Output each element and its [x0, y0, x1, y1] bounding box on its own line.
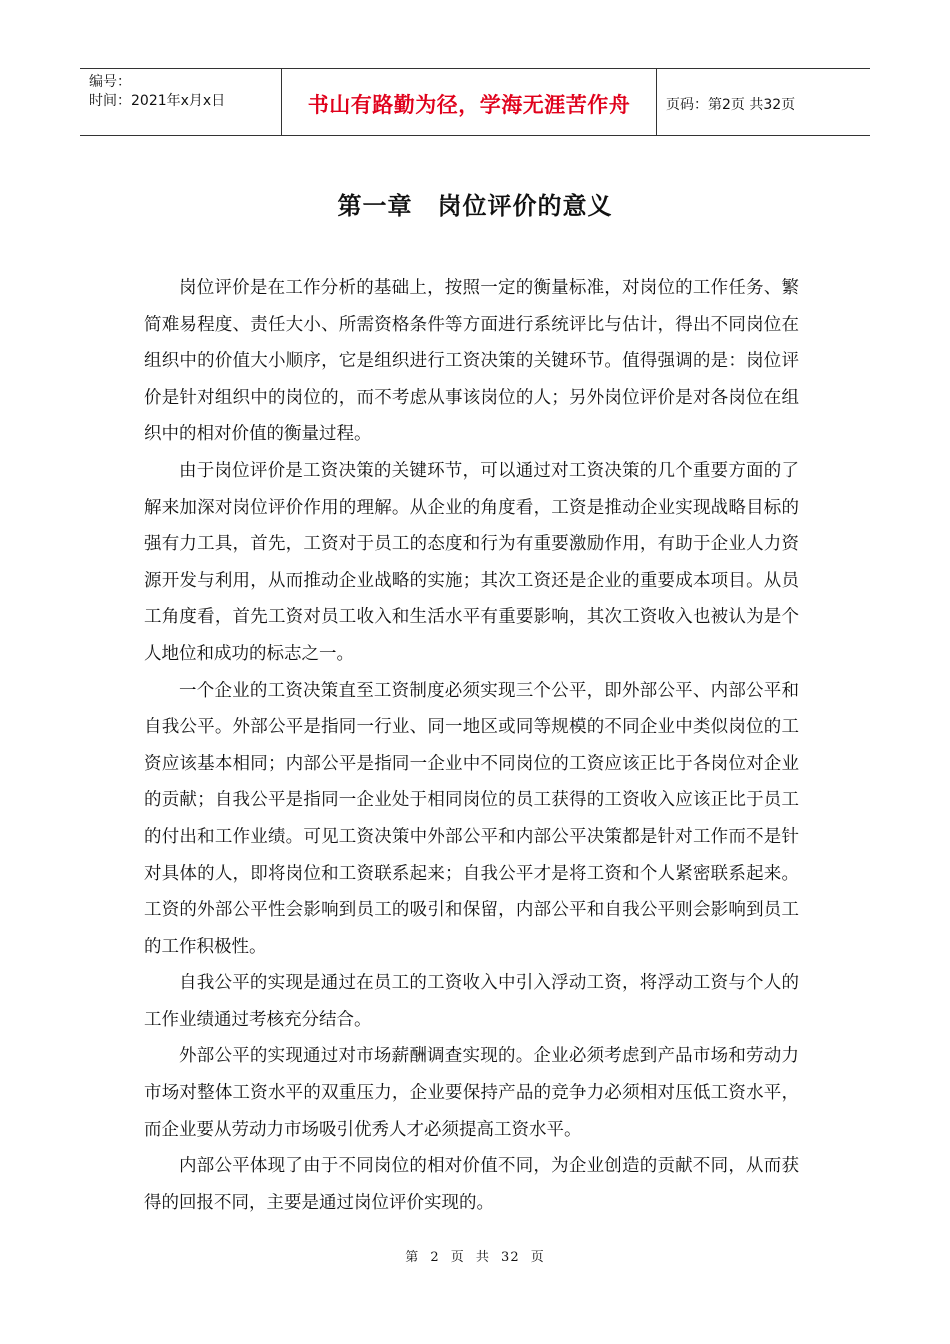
paragraph: 岗位评价是在工作分析的基础上，按照一定的衡量标准，对岗位的工作任务、繁简难易程度、责任大小、所需资格条件等方面进行系统评比与估计，得出不同岗位在组织中的价值大小顺序，它是组织进行工资决策的关键环节。值得强调的是：岗位评价是针对组织中的岗位的，而不考虑从事该岗位的人；另外岗位评价是对各岗位在组织中的相对价值的衡量过程。 [144, 278, 799, 445]
header-page-info: 页码：第2页 共32页 [666, 97, 796, 113]
paragraph: 内部公平体现了由于不同岗位的相对价值不同，为企业创造的贡献不同，从而获得的回报不同，主要是通过岗位评价实现的。 [144, 1156, 799, 1213]
header-motto: 书山有路勤为径，学海无涯苦作舟 [282, 69, 657, 135]
document-number-label: 编号： [89, 74, 131, 90]
header-meta [80, 69, 282, 135]
paragraph: 自我公平的实现是通过在员工的工资收入中引入浮动工资，将浮动工资与个人的工作业绩通过考核充分结合。 [144, 973, 799, 1030]
body-text [144, 270, 799, 1221]
chapter-title: 第一章 岗位评价的意义 [337, 192, 613, 220]
page-header [80, 68, 870, 136]
paragraph: 外部公平的实现通过对市场薪酬调查实现的。企业必须考虑到产品市场和劳动力市场对整体工资水平的双重压力，企业要保持产品的竞争力必须相对压低工资水平，而企业要从劳动力市场吸引优秀人才必须提高工资水平。 [144, 1046, 799, 1140]
document-time-label: 时间：2021年x月x日 [89, 93, 226, 109]
page-footer: 第 2 页 共 32 页 [405, 1250, 545, 1265]
paragraph: 由于岗位评价是工资决策的关键环节，可以通过对工资决策的几个重要方面的了解来加深对岗位评价作用的理解。从企业的角度看，工资是推动企业实现战略目标的强有力工具，首先，工资对于员工的态度和行为有重要激励作用，有助于企业人力资源开发与利用，从而推动企业战略的实施；其次工资还是企业的重要成本项目。从员工角度看，首先工资对员工收入和生活水平有重要影响，其次工资收入也被认为是个人地位和成功的标志之一。 [144, 460, 799, 664]
paragraph: 一个企业的工资决策直至工资制度必须实现三个公平，即外部公平、内部公平和自我公平。外部公平是指同一行业、同一地区或同等规模的不同企业中类似岗位的工资应该基本相同；内部公平是指同一企业中不同岗位的工资应该正比于各岗位对企业的贡献；自我公平是指同一企业处于相同岗位的员工获得的工资收入应该正比于员工的付出和工作业绩。可见工资决策中外部公平和内部公平决策都是针对工作而不是针对具体的人，即将岗位和工资联系起来；自我公平才是将工资和个人紧密联系起来。工资的外部公平性会影响到员工的吸引和保留，内部公平和自我公平则会影响到员工的工作积极性。 [144, 680, 799, 957]
